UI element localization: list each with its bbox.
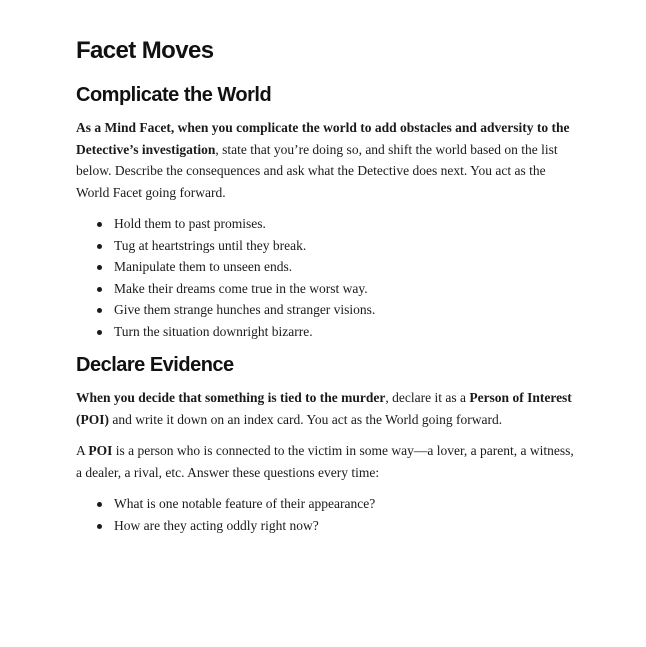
declare-bold-poi: Person of Interest (POI) xyxy=(76,390,572,427)
complicate-intro-paragraph xyxy=(76,117,576,203)
list-item: Tug at heartstrings until they break. xyxy=(114,235,576,257)
declare-bold-trigger: When you decide that something is tied to the murder xyxy=(76,390,386,405)
declare-text-rest: and write it down on an index card. You act as the World going forward. xyxy=(109,411,503,427)
section-heading-complicate-the-world: Complicate the World xyxy=(76,84,272,106)
list-item: Turn the situation downright bizarre. xyxy=(114,321,576,343)
list-item: Manipulate them to unseen ends. xyxy=(114,256,576,278)
list-item: How are they acting oddly right now? xyxy=(114,515,576,537)
complicate-list xyxy=(76,213,576,342)
poi-text-pre: A xyxy=(76,443,89,458)
list-item: What is one notable feature of their appearance? xyxy=(114,493,576,515)
declare-evidence-paragraph xyxy=(76,387,576,430)
list-item: Hold them to past promises. xyxy=(114,213,576,235)
poi-bold: POI xyxy=(88,443,113,458)
complicate-intro-bold: As a Mind Facet, when you complicate the world to add obstacles and adversity to the Detective’s investigation xyxy=(76,120,570,157)
poi-definition-paragraph xyxy=(76,440,576,483)
list-item: Give them strange hunches and stranger visions. xyxy=(114,299,576,321)
declare-text-mid: , declare it as a xyxy=(385,390,470,405)
poi-text-rest: is a person who is connected to the victim in some way—a lover, a parent, a witness, a dealer, a rival, etc. Answer these questions every time: xyxy=(76,443,574,480)
section-heading-declare-evidence: Declare Evidence xyxy=(76,354,234,376)
list-item: Make their dreams come true in the worst way. xyxy=(114,278,576,300)
page-title: Facet Moves xyxy=(76,37,214,64)
document-page xyxy=(76,36,576,546)
complicate-intro-text: , state that you’re doing so, and shift the world based on the list below. Describe the consequences and ask what the Detective does next. You act as the World Facet going forward. xyxy=(76,141,558,200)
poi-questions-list xyxy=(76,493,576,536)
